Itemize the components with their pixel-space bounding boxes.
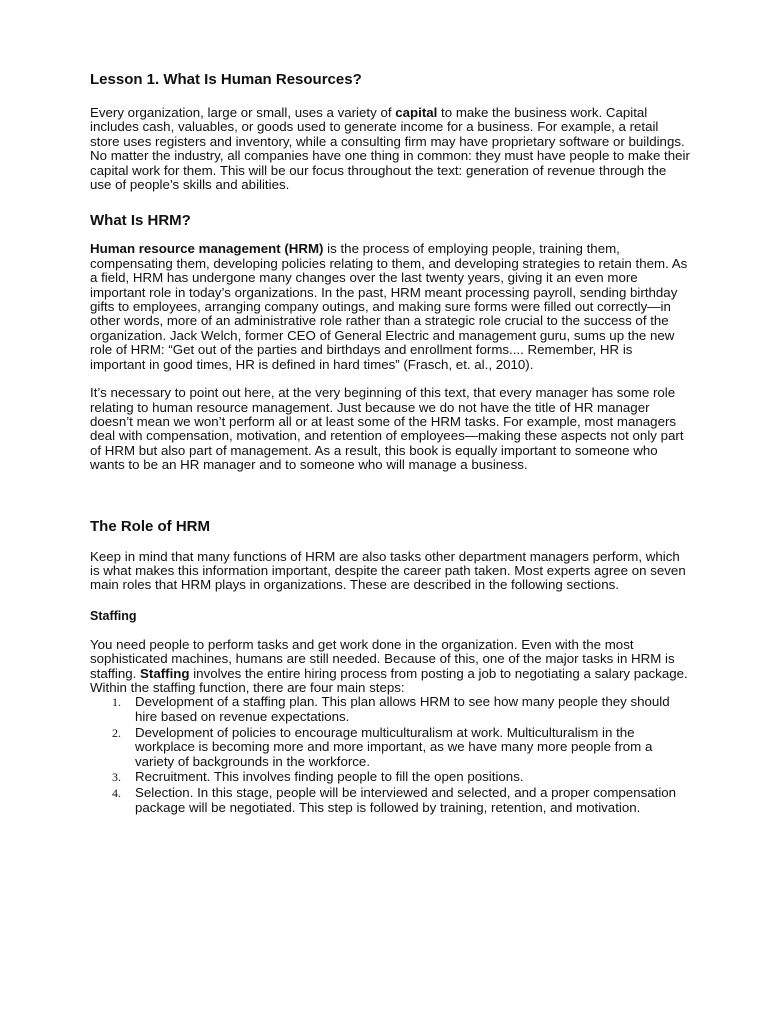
manager-role-paragraph: It’s necessary to point out here, at the very beginning of this text, that every manager has some role relating to human resource management. Just because we do not have the title of HR manager doesn’t mean we won’t perform all or at least some of the HRM tasks. For example, most managers deal with compensation, motivation, and retention of employees—making these aspects not only part of HRM but also part of management. As a result, this book is equally important to someone who wants to be an HR manager and to someone who will manage a business. xyxy=(90,385,684,473)
hrm-term: Human resource management (HRM) xyxy=(90,241,324,257)
list-item xyxy=(90,786,690,815)
list-item xyxy=(90,770,690,784)
list-number: 1. xyxy=(112,695,121,710)
list-item xyxy=(90,726,690,769)
capital-term: capital xyxy=(395,105,438,120)
list-item-text: Development of policies to encourage multiculturalism at work. Multiculturalism in the workplace is becoming more and more important, as we have many more people from a variety of backgrounds in the workforce. xyxy=(135,724,653,769)
role-paragraph: Keep in mind that many functions of HRM are also tasks other department managers perform, which is what makes this information important, despite the career path taken. Most experts agree on seven main roles that HRM plays in organizations. These are described in the following sections. xyxy=(90,548,686,593)
staffing-term: Staffing xyxy=(140,665,190,681)
list-number: 4. xyxy=(112,786,121,801)
list-item xyxy=(90,695,690,724)
list-number: 2. xyxy=(112,725,121,740)
staffing-paragraph: You need people to perform tasks and get work done in the organization. Even with the most sophisticated machines, humans are still needed. Because of this, one of the major tasks in HRM is staffing. Staffing involves the entire hiring process from posting a job to negotiating a salary package. Within the staffing function, there are four main steps: xyxy=(90,636,688,695)
lesson-title: Lesson 1. What Is Human Resources? xyxy=(90,71,362,88)
list-item-text: Recruitment. This involves finding people to fill the open positions. xyxy=(135,769,524,785)
what-is-hrm-heading: What Is HRM? xyxy=(90,212,191,230)
staffing-heading: Staffing xyxy=(90,608,137,623)
list-item-text: Development of a staffing plan. This plan allows HRM to see how many people they should hire based on revenue expectations. xyxy=(135,694,670,724)
document-body xyxy=(90,71,690,815)
intro-paragraph: Every organization, large or small, uses a variety of capital to make the business work. Capital includes cash, valuables, or goods used to generate income for a business. For example, a retail store uses registers and inventory, while a consulting firm may have proprietary software or buildings. No matter the industry, all companies have one thing in common: they must have people to make their capital work for them. This will be our focus throughout the text: generation of revenue through the use of people’s skills and abilities. xyxy=(90,105,690,193)
staffing-steps-list xyxy=(90,695,690,815)
hrm-definition-paragraph: Human resource management (HRM) is the process of employing people, training them, compensating them, developing policies relating to them, and developing strategies to retain them. As a field, HRM has undergone many changes over the last twenty years, giving it an even more important role in today’s organizations. In the past, HRM meant processing payroll, sending birthday gifts to employees, arranging company outings, and making sure forms were filled out correctly—in other words, more of an administrative role rather than a strategic role crucial to the success of the organization. Jack Welch, former CEO of General Electric and management guru, sums up the new role of HRM: “Get out of the parties and birthdays and enrollment forms.... Remember, HR is important in good times, HR is defined in hard times” (Frasch, et. al., 2010). xyxy=(90,241,688,372)
list-number: 3. xyxy=(112,770,121,785)
list-item-text: Selection. In this stage, people will be interviewed and selected, and a proper compensation package will be negotiated. This step is followed by training, retention, and motivation. xyxy=(135,785,677,815)
role-of-hrm-heading: The Role of HRM xyxy=(90,517,210,535)
